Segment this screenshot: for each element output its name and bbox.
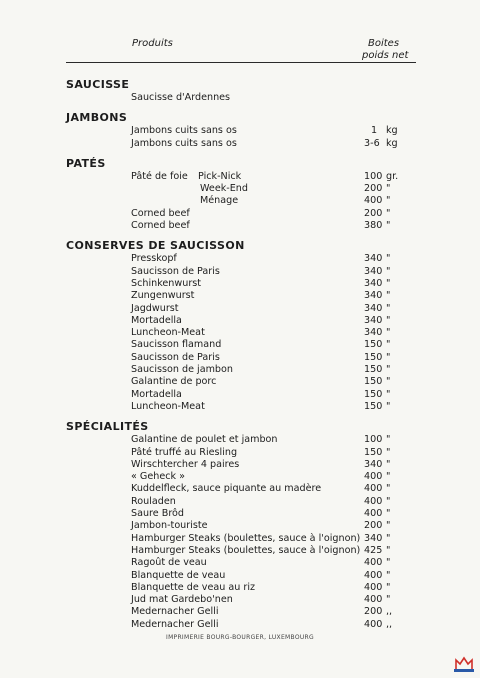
product-name: Corned beef xyxy=(131,220,190,232)
product-row xyxy=(66,606,416,618)
product-weight: 380 xyxy=(364,220,383,232)
product-weight: 340 xyxy=(364,265,383,277)
product-name: Saucisson de Paris xyxy=(131,351,220,363)
product-name: Medernacher Gelli xyxy=(131,618,219,630)
product-unit: " xyxy=(386,220,391,232)
product-unit: " xyxy=(386,508,391,520)
product-weight: 340 xyxy=(364,314,383,326)
product-row xyxy=(66,303,416,315)
product-unit: " xyxy=(386,569,391,581)
product-row xyxy=(66,125,416,137)
product-unit: " xyxy=(386,207,391,219)
product-row xyxy=(66,266,416,278)
product-row xyxy=(66,339,416,351)
header-boites-line2: poids net xyxy=(362,50,409,61)
header-boites xyxy=(362,38,408,62)
product-weight: 340 xyxy=(364,277,383,289)
product-weight: 200 xyxy=(364,606,383,618)
product-unit: " xyxy=(386,339,391,351)
product-row xyxy=(66,401,416,413)
product-unit: " xyxy=(386,557,391,569)
product-row xyxy=(66,434,416,446)
product-row xyxy=(66,376,416,388)
product-unit: " xyxy=(386,277,391,289)
product-weight: 150 xyxy=(364,364,383,376)
product-weight: 150 xyxy=(364,339,383,351)
product-name: Galantine de poulet et jambon xyxy=(131,434,278,446)
product-unit: kg xyxy=(386,137,398,149)
product-name: Pâté de foie xyxy=(131,170,188,182)
section-title: SAUCISSE xyxy=(66,78,130,91)
product-list xyxy=(66,75,416,635)
product-unit: " xyxy=(386,594,391,606)
product-name: Ragoût de veau xyxy=(131,557,207,569)
product-weight: 3-6 xyxy=(364,137,380,149)
product-weight: 400 xyxy=(364,483,383,495)
product-name: Wirschtercher 4 paires xyxy=(131,458,240,470)
product-unit: " xyxy=(386,458,391,470)
product-name: « Geheck » xyxy=(131,471,185,483)
product-row xyxy=(66,508,416,520)
product-row xyxy=(66,483,416,495)
product-row xyxy=(66,220,416,232)
product-weight: 340 xyxy=(364,290,383,302)
product-unit: " xyxy=(386,471,391,483)
product-name: Jambon-touriste xyxy=(131,520,208,532)
product-unit: " xyxy=(386,483,391,495)
product-weight: 200 xyxy=(364,520,383,532)
section-title: PATÉS xyxy=(66,156,106,170)
product-name: Corned beef xyxy=(131,207,190,219)
product-name: Kuddelfleck, sauce piquante au madère xyxy=(131,483,322,495)
product-row xyxy=(66,557,416,569)
product-weight: 150 xyxy=(364,351,383,363)
printer-footer: IMPRIMERIE BOURG-BOURGER, LUXEMBOURG xyxy=(166,634,314,641)
product-row xyxy=(66,545,416,557)
product-weight: 340 xyxy=(364,458,383,470)
product-unit: " xyxy=(386,388,391,400)
product-row xyxy=(66,195,416,207)
product-name: Saucisson de Paris xyxy=(131,265,220,277)
section-gap xyxy=(66,232,416,236)
product-unit: kg xyxy=(386,125,398,137)
product-name: Luncheon-Meat xyxy=(131,400,205,412)
product-weight: 425 xyxy=(364,544,383,556)
product-weight: 400 xyxy=(364,557,383,569)
product-weight: 400 xyxy=(364,195,383,207)
product-name: Hamburger Steaks (boulettes, sauce à l'oignon) xyxy=(131,544,361,556)
product-weight: 400 xyxy=(364,618,383,630)
product-row xyxy=(66,138,416,150)
product-unit: " xyxy=(386,351,391,363)
product-unit: " xyxy=(386,376,391,388)
product-row xyxy=(66,327,416,339)
product-unit: " xyxy=(386,544,391,556)
product-row xyxy=(66,352,416,364)
product-weight: 200 xyxy=(364,183,383,195)
product-name: Hamburger Steaks (boulettes, sauce à l'oignon) xyxy=(131,532,361,544)
product-unit: " xyxy=(386,253,391,265)
product-unit: " xyxy=(386,495,391,507)
product-unit: ,, xyxy=(386,618,393,630)
product-name: Mortadella xyxy=(131,314,182,326)
product-row xyxy=(66,389,416,401)
product-name: Presskopf xyxy=(131,253,177,265)
product-name: Jambons cuits sans os xyxy=(131,125,237,137)
product-weight: 400 xyxy=(364,581,383,593)
section-title: JAMBONS xyxy=(66,111,128,125)
product-row xyxy=(66,471,416,483)
product-weight: 150 xyxy=(364,376,383,388)
product-name: Blanquette de veau xyxy=(131,569,226,581)
product-name: Saure Brôd xyxy=(131,508,185,520)
product-weight: 150 xyxy=(364,388,383,400)
product-name: Medernacher Gelli xyxy=(131,606,219,618)
product-name: Mortadella xyxy=(131,388,182,400)
product-unit: " xyxy=(386,290,391,302)
product-name: Jambons cuits sans os xyxy=(131,137,237,149)
product-name: Pâté truffé au Riesling xyxy=(131,446,238,458)
product-row xyxy=(66,520,416,532)
product-unit: ,, xyxy=(386,606,393,618)
product-unit: " xyxy=(386,581,391,593)
product-name: Rouladen xyxy=(131,495,176,507)
product-weight: 150 xyxy=(364,400,383,412)
header-produits: Produits xyxy=(132,38,173,49)
product-name: Saucisson flamand xyxy=(131,339,222,351)
section-title: CONSERVES DE SAUCISSON xyxy=(66,239,245,253)
product-row xyxy=(66,496,416,508)
section-title: SPÉCIALITÉS xyxy=(66,420,149,434)
header-rule xyxy=(66,62,416,63)
product-row xyxy=(66,447,416,459)
product-unit: " xyxy=(386,400,391,412)
product-row xyxy=(66,594,416,606)
section xyxy=(66,78,416,108)
product-weight: 400 xyxy=(364,471,383,483)
product-name: Schinkenwurst xyxy=(131,277,202,289)
product-row xyxy=(66,533,416,545)
product-row xyxy=(66,315,416,327)
product-unit: " xyxy=(386,195,391,207)
product-unit: " xyxy=(386,183,391,195)
product-row xyxy=(66,208,416,220)
product-weight: 100 xyxy=(364,434,383,446)
product-unit: " xyxy=(386,434,391,446)
product-unit: " xyxy=(386,532,391,544)
product-row xyxy=(66,253,416,265)
product-unit: " xyxy=(386,446,391,458)
product-variant: Pick-Nick xyxy=(198,170,242,182)
section xyxy=(66,420,416,635)
product-variant: Week-End xyxy=(200,183,248,195)
product-name: Galantine de porc xyxy=(131,376,217,388)
product-name: Saucisson de jambon xyxy=(131,364,233,376)
product-unit: " xyxy=(386,314,391,326)
product-name: Blanquette de veau au riz xyxy=(131,581,256,593)
section-gap xyxy=(66,104,416,108)
product-row xyxy=(66,459,416,471)
product-row xyxy=(66,278,416,290)
section xyxy=(66,239,416,417)
product-unit: " xyxy=(386,302,391,314)
product-row xyxy=(66,570,416,582)
product-unit: " xyxy=(386,327,391,339)
product-weight: 400 xyxy=(364,569,383,581)
section xyxy=(66,157,416,236)
product-row xyxy=(66,92,416,104)
product-name: Zungenwurst xyxy=(131,290,195,302)
product-row xyxy=(66,171,416,183)
product-row xyxy=(66,619,416,631)
product-row xyxy=(66,582,416,594)
product-weight: 400 xyxy=(364,594,383,606)
product-row xyxy=(66,183,416,195)
product-name: Jagdwurst xyxy=(131,302,179,314)
section-gap xyxy=(66,413,416,417)
product-weight: 340 xyxy=(364,253,383,265)
product-unit: gr. xyxy=(386,170,399,182)
section xyxy=(66,111,416,154)
product-weight: 100 xyxy=(364,170,383,182)
product-unit: " xyxy=(386,364,391,376)
product-name: Jud mat Gardebo'nen xyxy=(131,594,233,606)
product-unit: " xyxy=(386,265,391,277)
product-unit: " xyxy=(386,520,391,532)
product-weight: 340 xyxy=(364,327,383,339)
section-gap xyxy=(66,150,416,154)
product-variant: Ménage xyxy=(200,195,239,207)
product-weight: 1 xyxy=(371,125,378,137)
product-weight: 340 xyxy=(364,532,383,544)
product-weight: 400 xyxy=(364,495,383,507)
product-weight: 400 xyxy=(364,508,383,520)
product-weight: 200 xyxy=(364,207,383,219)
product-name: Saucisse d'Ardennes xyxy=(131,92,231,103)
product-row xyxy=(66,290,416,302)
product-name: Luncheon-Meat xyxy=(131,327,205,339)
product-row xyxy=(66,364,416,376)
corner-mark-icon xyxy=(454,656,474,672)
header-boites-line1: Boites xyxy=(368,38,400,49)
product-weight: 150 xyxy=(364,446,383,458)
product-weight: 340 xyxy=(364,302,383,314)
